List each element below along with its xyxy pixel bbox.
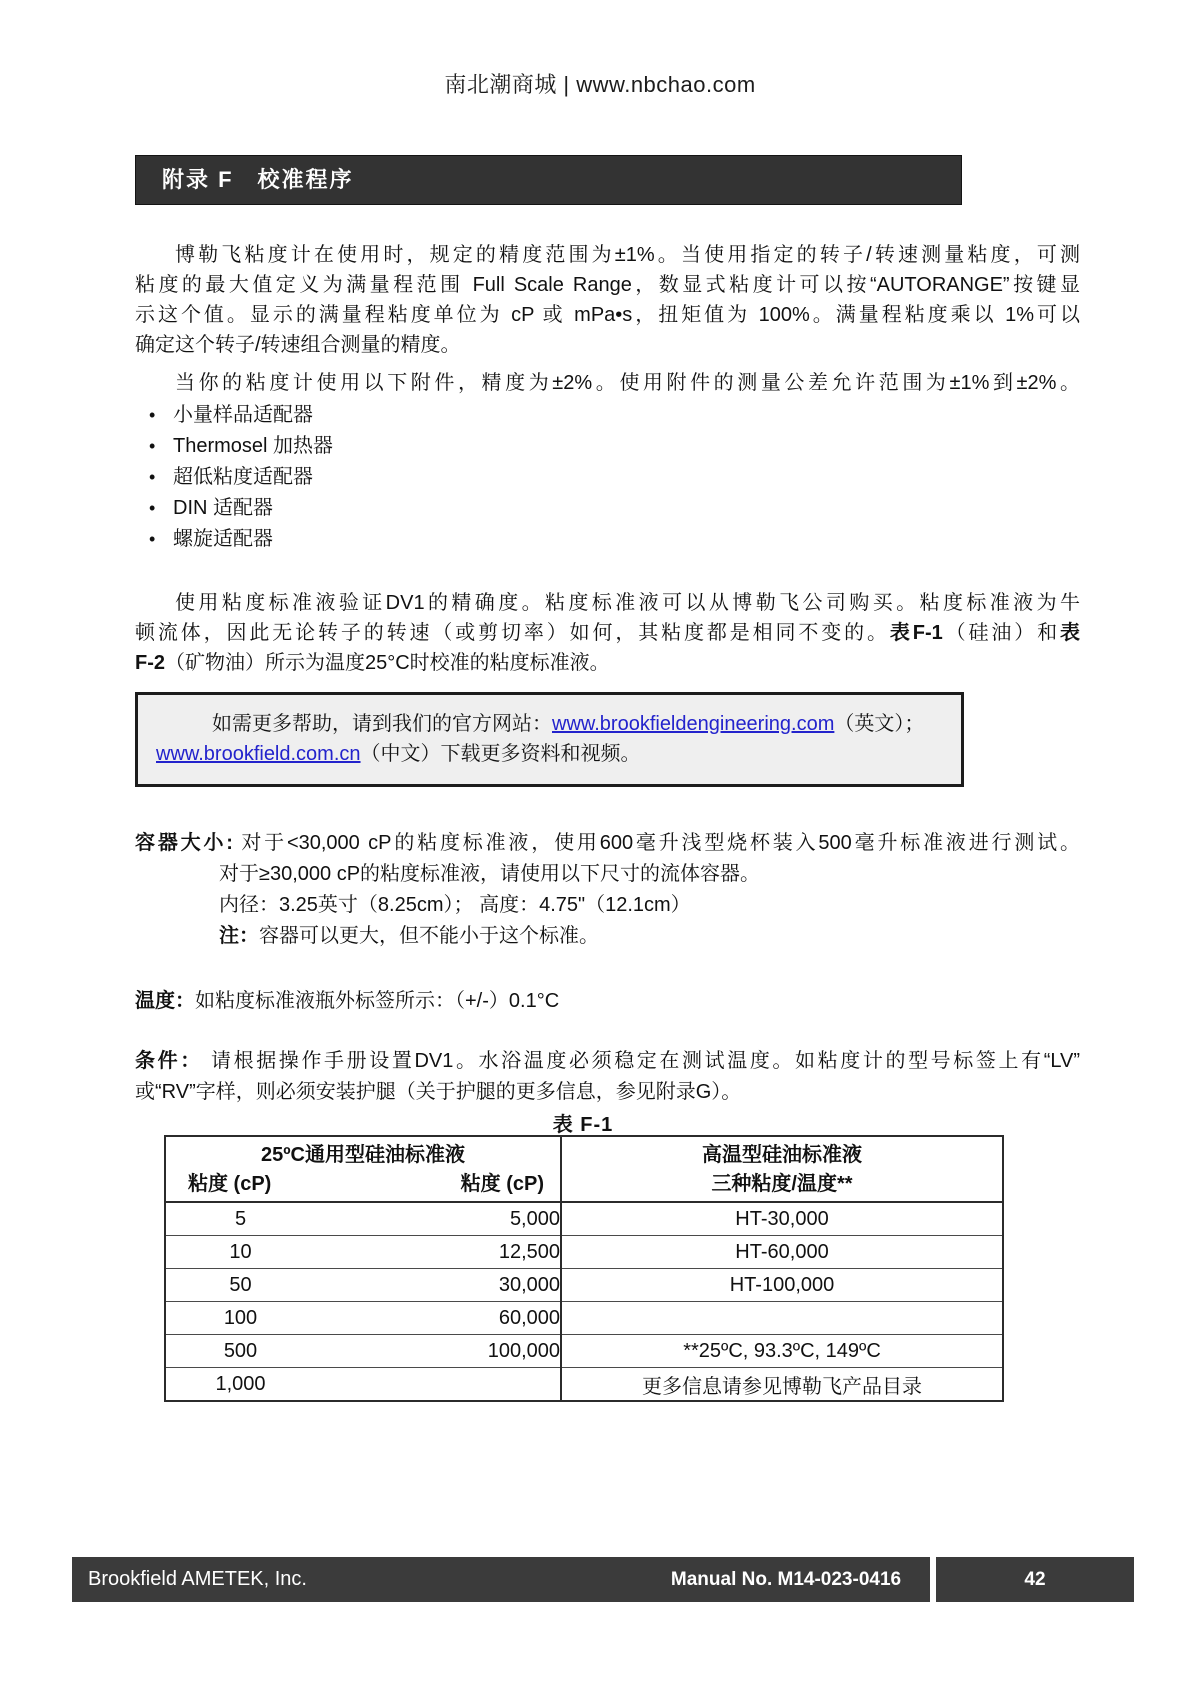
- help-note-box: [135, 692, 964, 787]
- footer-company: Brookfield AMETEK, Inc.: [88, 1568, 307, 1590]
- paragraph-line: 顿流体，因此无论转子的转速（或剪切率）如何，其粘度都是相同不变的。表F-1（硅油）和表: [135, 622, 1080, 644]
- paragraph-line: 使用粘度标准液验证DV1的精确度。粘度标准液可以从博勒飞公司购买。粘度标准液为牛: [175, 592, 1080, 614]
- list-item: • DIN 适配器: [135, 493, 1080, 524]
- section-conditions: [135, 1046, 1080, 1108]
- table-row: 100 60,000: [165, 1302, 1003, 1335]
- viscosity-standards-table: [164, 1135, 1004, 1402]
- spec-line: 注：容器可以更大，但不能小于这个标准。: [219, 925, 599, 947]
- spec-line: 容器大小: 对于<30,000 cP的粘度标准液，使用600毫升浅型烧杯装入500毫升标准液进行测试。: [135, 832, 1080, 854]
- footer-manual-number: Manual No. M14-023-0416: [670, 1569, 902, 1590]
- paragraph-accuracy: [135, 240, 1080, 360]
- list-item: • 螺旋适配器: [135, 524, 1080, 555]
- table-row: 10 12,500 HT-60,000: [165, 1236, 1003, 1269]
- table-row: 5 5,000 HT-30,000: [165, 1202, 1003, 1236]
- spec-line: 或“RV”字样，则必须安装护腿（关于护腿的更多信息，参见附录G）。: [135, 1081, 742, 1103]
- list-item: • Thermosel 加热器: [135, 431, 1080, 462]
- header-general-purpose: 25ºC通用型硅油标准液 粘度 (cP) 粘度 (cP): [165, 1136, 561, 1202]
- site-header: 南北潮商城 | www.nbchao.com: [444, 72, 756, 97]
- table-caption: 表 F-1: [552, 1114, 614, 1136]
- accessory-list: [135, 400, 1080, 555]
- header-high-temperature: 高温型硅油标准液 三种粘度/温度**: [561, 1136, 1003, 1202]
- appendix-title: 附录 F 校准程序: [162, 167, 354, 192]
- spec-line: 内径：3.25英寸（8.25cm）； 高度：4.75"（12.1cm）: [219, 894, 691, 916]
- spec-line: 条件： 请根据操作手册设置DV1。水浴温度必须稳定在测试温度。如粘度计的型号标签上有“LV”: [135, 1050, 1080, 1072]
- list-item: • 超低粘度适配器: [135, 462, 1080, 493]
- paragraph-line: 粘度的最大值定义为满量程范围 Full Scale Range，数显式粘度计可以按“AUTORANGE”按键显: [135, 274, 1080, 296]
- paragraph-line: F-2（矿物油）所示为温度25°C时校准的粘度标准液。: [135, 652, 610, 674]
- header-viscosity-cp-2: 粘度 (cP): [460, 1173, 544, 1195]
- paragraph-line: 确定这个转子/转速组合测量的精度。: [135, 334, 461, 356]
- header-viscosity-cp-1: 粘度 (cP): [188, 1173, 272, 1195]
- table-row: 500 100,000 **25ºC, 93.3ºC, 149ºC: [165, 1335, 1003, 1368]
- list-item: • 小量样品适配器: [135, 400, 1080, 431]
- table-row: 1,000 更多信息请参见博勒飞产品目录: [165, 1368, 1003, 1402]
- section-temperature: [135, 986, 1080, 1017]
- section-container-size: [135, 828, 1080, 952]
- spec-line: 对于≥30,000 cP的粘度标准液，请使用以下尺寸的流体容器。: [219, 863, 761, 885]
- paragraph-line: 当你的粘度计使用以下附件，精度为±2%。使用附件的测量公差允许范围为±1%到±2%。: [175, 372, 1080, 394]
- appendix-title-bar: [135, 155, 962, 205]
- paragraph-line: 示这个值。显示的满量程粘度单位为 cP 或 mPa•s，扭矩值为 100%。满量程粘度乘以 1%可以: [135, 304, 1080, 326]
- table-header-row: [165, 1136, 1003, 1202]
- spec-line: 温度：如粘度标准液瓶外标签所示：（+/-）0.1°C: [135, 990, 560, 1012]
- footer-page-number: 42: [936, 1557, 1134, 1602]
- paragraph-fluid-standards: [135, 588, 1080, 678]
- paragraph-accessories: [135, 368, 1080, 398]
- link-brookfieldengineering[interactable]: www.brookfieldengineering.com: [552, 713, 835, 735]
- note-line: 如需更多帮助，请到我们的官方网站：www.brookfieldengineering.com（英文）；: [212, 713, 925, 735]
- table-row: 50 30,000 HT-100,000: [165, 1269, 1003, 1302]
- note-line: www.brookfield.com.cn（中文）下载更多资料和视频。: [156, 743, 641, 765]
- paragraph-line: 博勒飞粘度计在使用时，规定的精度范围为±1%。当使用指定的转子/转速测量粘度，可测: [175, 244, 1080, 266]
- link-brookfield-cn[interactable]: www.brookfield.com.cn: [156, 743, 361, 765]
